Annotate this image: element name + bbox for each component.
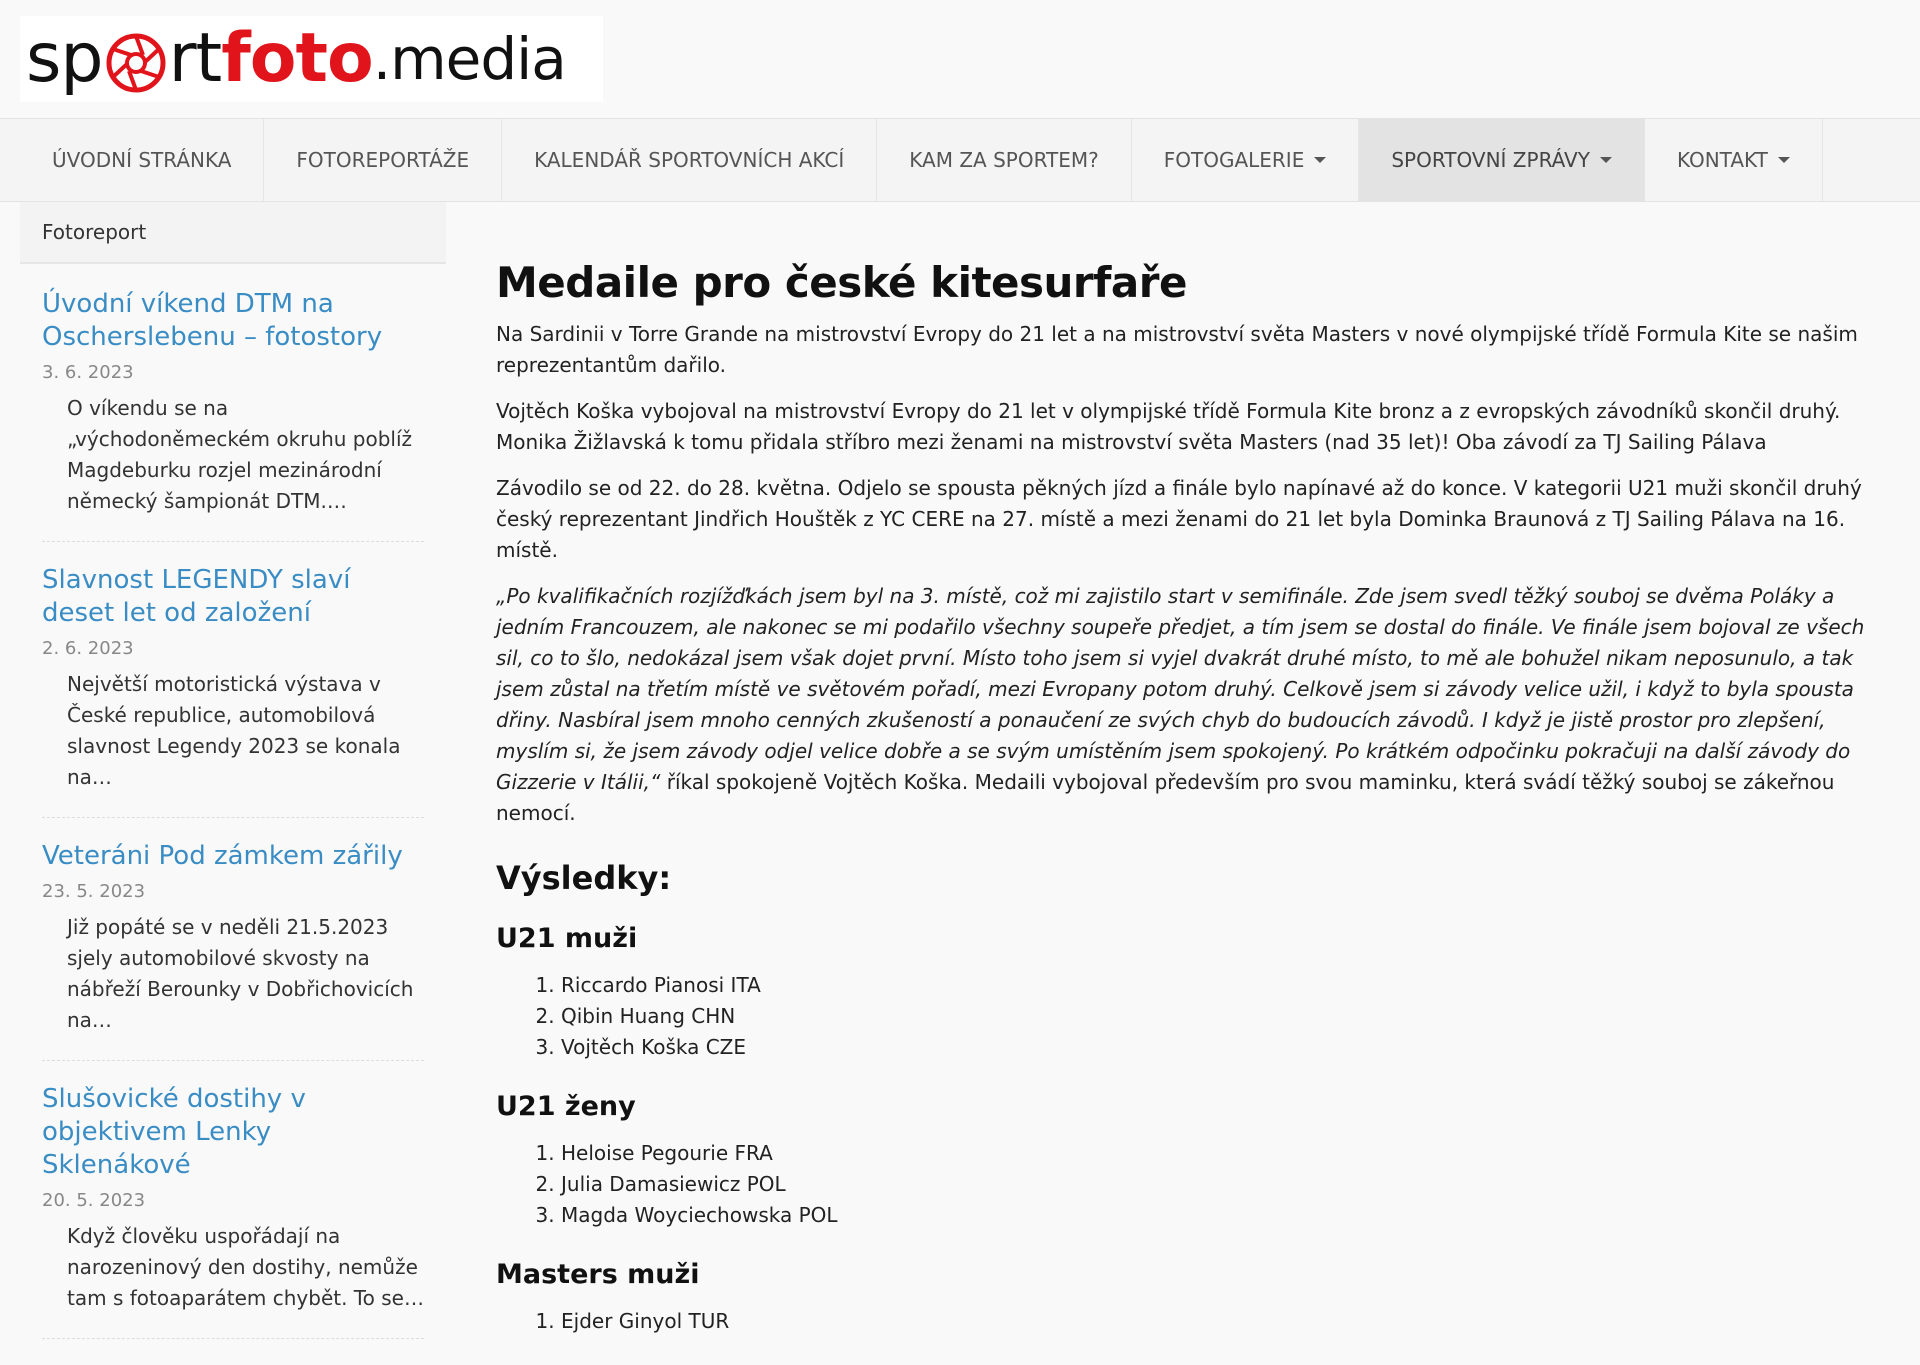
nav-label: SPORTOVNÍ ZPRÁVY [1391,148,1590,172]
sidebar-post [42,542,424,818]
main-navigation [0,118,1920,202]
nav-label: KAM ZA SPORTEM? [909,148,1099,172]
results-list [496,1138,1886,1231]
sidebar-post [42,264,424,542]
result-item: 1. Riccardo Pianosi ITA [561,970,1886,1001]
camera-aperture-icon [105,32,167,94]
results-category-heading: U21 ženy [496,1091,636,1122]
nav-item-home[interactable] [20,119,264,201]
sidebar-post [42,1061,424,1339]
sidebar-post-link[interactable]: Slavnost LEGENDY slaví deset let od založení [42,565,351,628]
sidebar-post [42,818,424,1061]
article-quote-attribution: říkal spokojeně Vojtěch Koška. Medaili vybojoval především pro svou maminku, která svádí těžký souboj se zákeřnou nemocí. [496,770,1835,825]
sidebar-post-excerpt: Největší motoristická výstava v České republice, automobilová slavnost Legendy 2023 se konala na… [67,672,401,789]
logo-text-foto: foto [221,19,373,98]
nav-label: ÚVODNÍ STRÁNKA [52,148,232,172]
article-paragraph: Závodilo se od 22. do 28. května. Odjelo se spousta pěkných jízd a finále bylo napínavé až do konce. V kategorii U21 muži skončil druhý český reprezentant Jindřich Houštěk z YC CERE na 27. místě a mezi ženami do 21 let byla Dominka Braunová z TJ Sailing Pálava na 16. místě. [496,476,1862,562]
sidebar-post-date: 2. 6. 2023 [42,638,134,659]
logo-text-rt: rt [168,19,222,98]
nav-item-where-to-sport[interactable] [877,119,1131,201]
nav-item-photo-reports[interactable] [264,119,502,201]
results-category-heading: Masters muži [496,1259,700,1290]
result-item: 1. Heloise Pegourie FRA [561,1138,1886,1169]
caret-down-icon [1778,157,1790,163]
sidebar-post-excerpt: Již popáté se v neděli 21.5.2023 sjely automobilové skvosty na nábřeží Berounky v Dobřichovicích na… [67,915,414,1032]
sidebar-post-date: 20. 5. 2023 [42,1190,146,1211]
article-paragraph: Vojtěch Koška vybojoval na mistrovství Evropy do 21 let v olympijské třídě Formula Kite bronz a z evropských závodníků skončil druhý. Monika Žižlavská k tomu přidala stříbro mezi ženami na mistrovství světa Masters (nad 35 let)! Oba závodí za TJ Sailing Pálava [496,399,1841,454]
result-item: 2. Qibin Huang CHN [561,1001,1886,1032]
sidebar-post-excerpt: Když člověku uspořádají na narozeninový den dostihy, nemůže tam s fotoaparátem chybět. To se… [67,1224,424,1310]
nav-item-sport-news[interactable] [1359,119,1645,201]
sidebar-post-date: 23. 5. 2023 [42,881,146,902]
sidebar-post-link[interactable]: Veteráni Pod zámkem zářily [42,841,403,871]
nav-item-calendar[interactable] [502,119,877,201]
caret-down-icon [1314,157,1326,163]
nav-item-photo-gallery[interactable] [1132,119,1360,201]
sidebar [20,202,446,1365]
logo-text-media: .media [372,25,566,93]
article-quote-paragraph [496,581,1886,829]
results-list [496,1306,1886,1337]
nav-label: FOTOREPORTÁŽE [296,148,470,172]
site-logo[interactable] [20,16,603,102]
nav-item-contact[interactable] [1645,119,1823,201]
caret-down-icon [1600,157,1612,163]
site-header [0,0,1920,118]
result-item: 3. Vojtěch Koška CZE [561,1032,1886,1063]
nav-label: KALENDÁŘ SPORTOVNÍCH AKCÍ [534,148,845,172]
article-paragraph: Na Sardinii v Torre Grande na mistrovství Evropy do 21 let a na mistrovství světa Masters v nové olympijské třídě Formula Kite se našim reprezentantům dařilo. [496,322,1858,377]
article-quote: „Po kvalifikačních rozjížďkách jsem byl na 3. místě, což mi zajistilo start v semifinále. Zde jsem svedl těžký souboj se dvěma Poláky a jedním Francouzem, ale nakonec se mi podařilo všechny soupeře předjet, a tím jsem se dostal do finále. Ve finále jsem bojoval ze všech sil, co to šlo, nedokázal jsem však dojet první. Místo toho jsem si vyjel dvakrát druhé místo, to mě ale bohužel nikam neposunulo, a tak jsem zůstal na třetím místě ve světovém pořadí, mezi Evropany potom druhý. Celkově jsem si závody velice užil, i když to byla spousta dřiny. Nasbíral jsem mnoho cenných zkušeností a ponaučení ze svých chyb do budoucích závodů. I když je jistě prostor pro zlepšení, myslím si, že jsem závody odjel velice dobře a se svým umístěním jsem spokojený. Po krátkém odpočinku pokračuji na další závody do Gizzerie v Itálii,“ [496,584,1865,794]
result-item: 2. Julia Damasiewicz POL [561,1169,1886,1200]
article [446,202,1886,1365]
logo-text-sp: sp [26,19,103,98]
sidebar-heading: Fotoreport [20,202,446,264]
article-title: Medaile pro české kitesurfaře [496,258,1187,307]
sidebar-post-link[interactable]: Úvodní víkend DTM na Oscherslebenu – fotostory [42,289,383,352]
sidebar-post-excerpt: O víkendu se na „východoněmeckém okruhu poblíž Magdeburku rozjel mezinárodní německý šampionát DTM.… [67,396,413,513]
result-item: 3. Magda Woyciechowska POL [561,1200,1886,1231]
sidebar-post-date: 3. 6. 2023 [42,362,134,383]
nav-label: KONTAKT [1676,148,1768,172]
results-heading: Výsledky: [496,859,672,897]
nav-label: FOTOGALERIE [1163,148,1305,172]
results-list [496,970,1886,1063]
sidebar-list [20,264,446,1339]
results-category-heading: U21 muži [496,923,638,954]
result-item: 1. Ejder Ginyol TUR [561,1306,1886,1337]
sidebar-post-link[interactable]: Slušovické dostihy v objektivem Lenky Sklenákové [42,1084,306,1180]
